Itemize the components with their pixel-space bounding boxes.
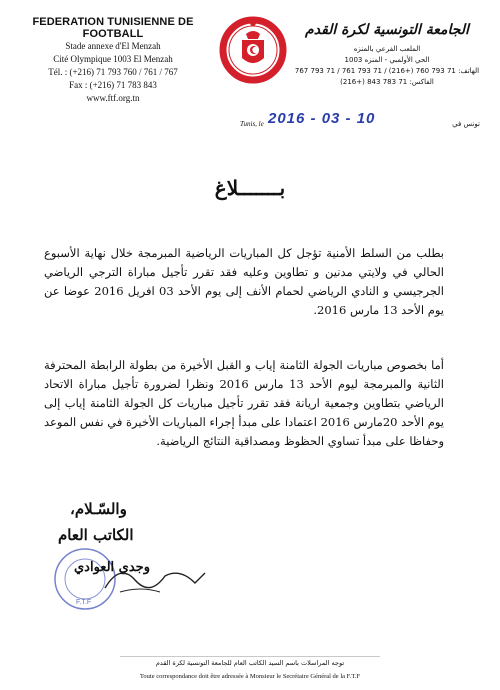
signatory-title: الكاتب العام [58, 526, 134, 544]
footer-note-fr: Toute correspondance doit être adressée à Monsieur le Secrétaire Général de la F.T.F [139, 673, 361, 680]
ftf-logo [218, 10, 288, 90]
date-prefix-fr: Tunis, le [240, 120, 264, 128]
signature-block [40, 500, 220, 620]
address-line: Cité Olympique 1003 El Menzah [53, 54, 173, 64]
date-prefix-ar: تونس في [452, 120, 480, 128]
address-line: Stade annexe d'El Menzah [65, 41, 161, 51]
signatory-name: وجدي العوادي [74, 560, 150, 575]
address-line-ar: الملعب الفرعي بالمنزه [353, 45, 421, 53]
header-left [18, 16, 208, 105]
date-value: 2016 - 03 - 10 [268, 110, 376, 127]
handwritten-signature [100, 558, 210, 598]
paragraph-2: أما بخصوص مباريات الجولة الثامنة إياب و القبل الأخيرة من بطولة الرابطة المحترفة الثانية والمبرمجة ليوم الأحد 13 مارس 2016 ونظرا لضرورة تأجيل مباراة الاتحاد الرياضي بتطاوين وجمعية اريانة فقد تقرر تأجيل مباريات كل الجولة الثامنة إياب إلى يوم الأحد 20مارس 2016 اعتمادا على مبدأ إجراء المباريات الأخيرة في نفس الموعد وحفاظا على مبدأ تساوي الحظوظ ومصداقية النتائج الرياضية. [44, 358, 444, 448]
website-line: www.ftf.org.tn [86, 93, 140, 103]
fax-line-ar: الفاكس: 71 783 843 (+216) [340, 78, 434, 86]
closing-salutation: والسّـلام، [70, 500, 127, 518]
footer-note-ar: توجه المراسلات باسم السيد الكاتب العام للجامعة التونسية لكرة القدم [155, 659, 345, 667]
fax-line: Fax : (+216) 71 783 843 [69, 80, 157, 90]
phone-line: Tél. : (+216) 71 793 760 / 761 / 767 [48, 67, 178, 77]
svg-text:F.T.F: F.T.F [76, 599, 92, 606]
date-line [240, 110, 480, 136]
org-name-fr: FEDERATION TUNISIENNE DE FOOTBALL [32, 16, 194, 40]
address-line-ar: الحي الأولمبي - المنزه 1003 [344, 56, 430, 64]
document-title: بـــــــلاغ [214, 176, 286, 200]
phone-line-ar: الهاتف: 71 793 760 (+216) / 71 793 761 / 71 793 767 [294, 67, 480, 75]
org-name-ar: الجامعة التونسية لكرة القدم [305, 22, 469, 38]
header-right [292, 22, 482, 88]
footer-divider [120, 656, 380, 657]
paragraph-1: بطلب من السلط الأمنية تؤجل كل المباريات الرياضية المبرمجة خلال نهاية الأسبوع الحالي في ولايتي مدنين و تطاوين وعليه فقد تقرر تأجيل مباراة الترجي الرياضي الجرجيسي و النادي الرياضي لحمام الأنف إلى يوم الأحد 03 افريل 2016 عوضا عن يوم الأحد 13 مارس 2016. [44, 246, 444, 317]
